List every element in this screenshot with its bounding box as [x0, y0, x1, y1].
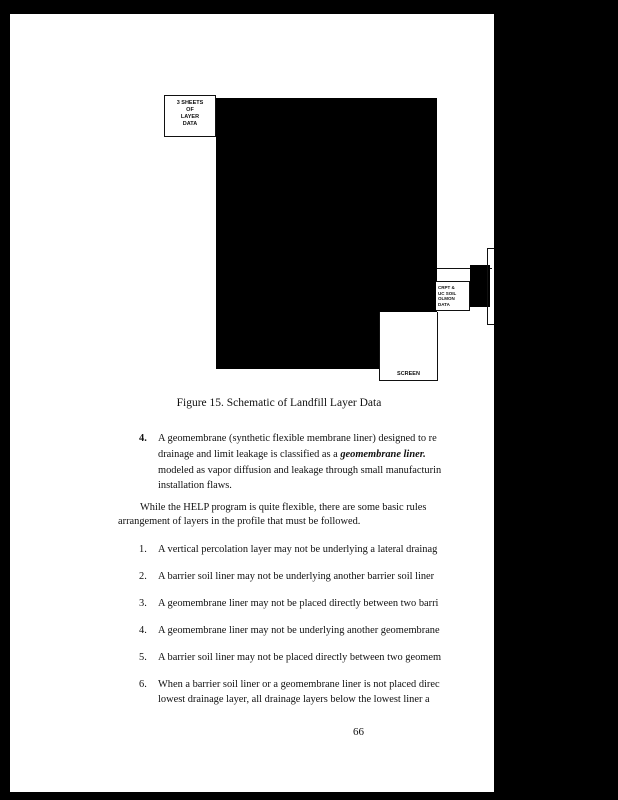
document-page [10, 14, 494, 792]
sheets-box-line: 3 SHEETS [176, 100, 204, 106]
rule-text-continued: lowest drainage layer, all drainage layers below the lowest liner a [158, 694, 430, 705]
rule-number: 4. [139, 625, 147, 636]
sheets-box [164, 95, 216, 137]
right-box-line: OLMON [438, 296, 455, 301]
right-box-line: CRPT & [438, 285, 455, 290]
item4-line: A geomembrane (synthetic flexible membrane liner) designed to re [158, 433, 437, 444]
screen-box [379, 312, 438, 381]
page-number: 66 [353, 726, 364, 738]
intro-line: arrangement of layers in the profile that must be followed. [118, 516, 361, 527]
item4-line: modeled as vapor diffusion and leakage through small manufacturin [158, 465, 442, 476]
geomembrane-liner-term: geomembrane liner. [340, 449, 426, 460]
rule-text: A geomembrane liner may not be placed directly between two barri [158, 598, 439, 609]
sheets-box-line: LAYER [180, 114, 200, 120]
connector-line [487, 248, 488, 324]
rule-number: 1. [139, 544, 147, 555]
rule-text: A barrier soil liner may not be placed directly between two geomem [158, 652, 442, 663]
figure-caption: Figure 15. Schematic of Landfill Layer Data [176, 397, 382, 409]
rule-text: A geomembrane liner may not be underlying another geomembrane [158, 625, 440, 636]
screen-label: SCREEN [397, 371, 420, 377]
rule-number: 3. [139, 598, 147, 609]
right-data-box [436, 281, 470, 311]
right-box-line: UC SOIL [438, 290, 457, 296]
right-box-line: DATA [438, 301, 450, 307]
rule-number: 5. [139, 652, 147, 663]
item4-line: installation flaws. [158, 480, 232, 491]
rule-text: A vertical percolation layer may not be underlying a lateral drainag [158, 544, 438, 555]
item4-line: drainage and limit leakage is classified as a geomembrane liner. [158, 449, 426, 460]
connector-line [487, 324, 494, 325]
rule-text: When a barrier soil liner or a geomembrane liner is not placed direc [158, 679, 440, 690]
intro-line: While the HELP program is quite flexible, there are some basic rules [140, 502, 427, 513]
scan-black-margin [494, 0, 618, 800]
sheets-box-line: OF [186, 107, 194, 113]
rule-number: 6. [139, 679, 147, 690]
rule-text: A barrier soil liner may not be underlying another barrier soil liner [158, 571, 435, 582]
item-number: 4. [139, 433, 147, 444]
rule-number: 2. [139, 571, 147, 582]
connector-line [487, 248, 494, 249]
sheets-box-line: DATA [182, 121, 198, 127]
